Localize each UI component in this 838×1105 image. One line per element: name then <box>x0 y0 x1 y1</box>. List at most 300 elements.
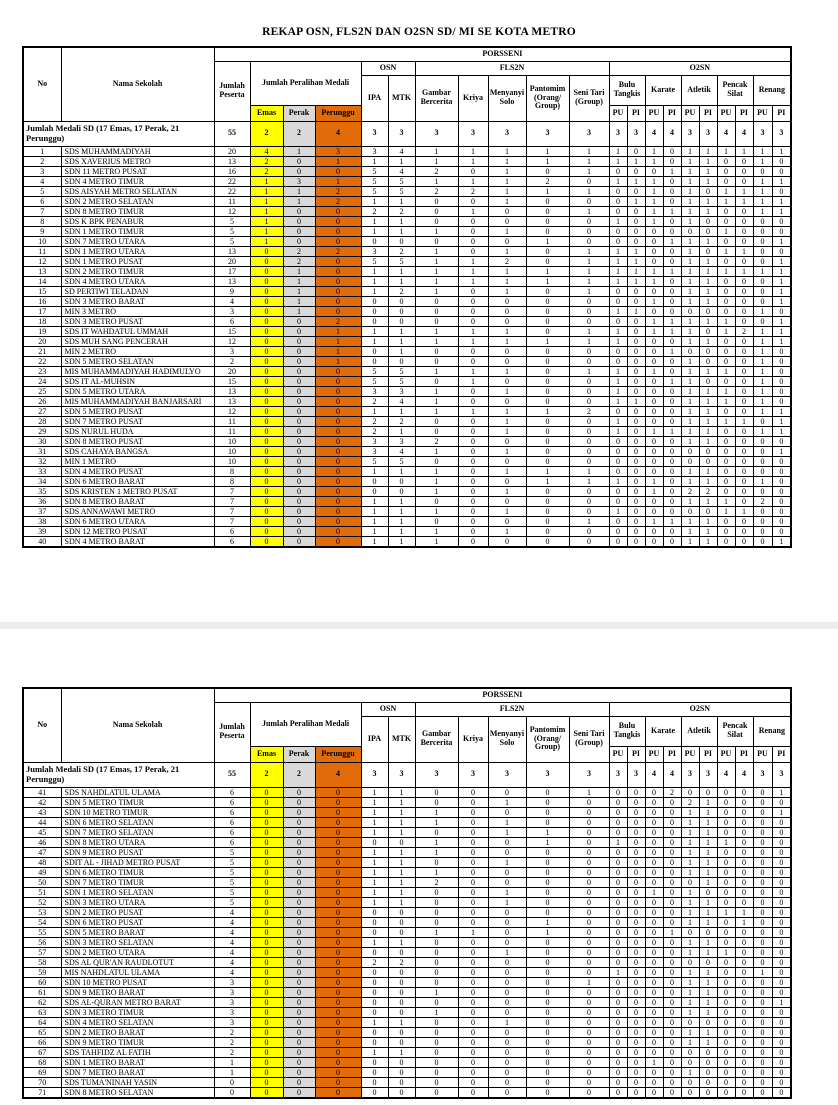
cell-value: 0 <box>699 887 717 897</box>
col-header-fls2n-item: Pantomim (Orang/ Group) <box>526 716 569 762</box>
cell-value: 0 <box>627 1057 645 1067</box>
cell-value: 0 <box>458 897 488 907</box>
cell-value: 1 <box>415 476 458 486</box>
cell-value: 0 <box>315 476 361 486</box>
cell-value: 3 <box>361 386 388 396</box>
cell-row-number: 34 <box>23 476 61 486</box>
cell-value: 1 <box>645 887 663 897</box>
cell-school-name: SDN 8 METRO PUSAT <box>61 436 214 446</box>
col-header-school: Nama Sekolah <box>61 688 214 762</box>
cell-value: 1 <box>609 366 627 376</box>
cell-value: 0 <box>415 787 458 797</box>
cell-value: 0 <box>250 877 283 887</box>
cell-value: 0 <box>315 536 361 547</box>
summary-row <box>23 121 791 146</box>
cell-row-number: 3 <box>23 166 61 176</box>
cell-value: 0 <box>214 1077 250 1087</box>
col-header-fls2n-item: Menyanyi Solo <box>488 716 526 762</box>
cell-value: 0 <box>772 226 791 236</box>
table-row <box>23 797 791 807</box>
table-row <box>23 1007 791 1017</box>
cell-value: 3 <box>214 1017 250 1027</box>
cell-value: 0 <box>627 526 645 536</box>
cell-value: 1 <box>458 256 488 266</box>
cell-value: 0 <box>315 296 361 306</box>
cell-value: 0 <box>609 456 627 466</box>
cell-value: 0 <box>361 1087 388 1098</box>
cell-value: 1 <box>488 506 526 516</box>
cell-value: 0 <box>627 536 645 547</box>
cell-value: 0 <box>415 967 458 977</box>
cell-value: 1 <box>458 156 488 166</box>
cell-value: 0 <box>569 426 609 436</box>
cell-value: 2 <box>735 326 753 336</box>
cell-value: 0 <box>627 877 645 887</box>
cell-value: 0 <box>753 857 772 867</box>
cell-value: 6 <box>214 797 250 807</box>
cell-value: 2 <box>214 1027 250 1037</box>
cell-value: 0 <box>663 436 681 446</box>
cell-value: 0 <box>772 1077 791 1087</box>
cell-value: 0 <box>735 1047 753 1057</box>
cell-value: 0 <box>458 536 488 547</box>
cell-value: 0 <box>569 907 609 917</box>
cell-value: 1 <box>488 146 526 156</box>
cell-value: 1 <box>772 416 791 426</box>
summary-value: 3 <box>415 121 458 146</box>
rekap-table-page-1 <box>22 46 792 548</box>
cell-value: 1 <box>717 246 735 256</box>
cell-value: 0 <box>717 156 735 166</box>
cell-value: 0 <box>283 216 315 226</box>
cell-value: 0 <box>283 316 315 326</box>
cell-value: 0 <box>361 306 388 316</box>
table-row <box>23 506 791 516</box>
cell-value: 4 <box>388 166 415 176</box>
cell-value: 1 <box>681 246 699 256</box>
cell-value: 0 <box>569 807 609 817</box>
summary-value: 3 <box>526 762 569 787</box>
cell-value: 1 <box>717 947 735 957</box>
cell-value: 0 <box>645 456 663 466</box>
cell-value: 0 <box>663 997 681 1007</box>
cell-value: 1 <box>609 426 627 436</box>
cell-value: 5 <box>214 877 250 887</box>
cell-value: 0 <box>772 246 791 256</box>
cell-value: 1 <box>699 987 717 997</box>
col-header-pi: PI <box>627 105 645 121</box>
cell-value: 0 <box>526 957 569 967</box>
cell-value: 0 <box>609 947 627 957</box>
cell-value: 0 <box>415 206 458 216</box>
table-row <box>23 366 791 376</box>
cell-value: 0 <box>569 456 609 466</box>
cell-value: 0 <box>609 166 627 176</box>
cell-value: 0 <box>569 346 609 356</box>
cell-value: 0 <box>681 1077 699 1087</box>
cell-value: 1 <box>699 266 717 276</box>
cell-value: 1 <box>663 516 681 526</box>
cell-value: 0 <box>569 486 609 496</box>
cell-value: 0 <box>526 506 569 516</box>
cell-value: 1 <box>699 156 717 166</box>
cell-value: 0 <box>283 456 315 466</box>
cell-value: 0 <box>458 977 488 987</box>
cell-value: 1 <box>663 266 681 276</box>
cell-value: 0 <box>753 526 772 536</box>
col-header-medals-group: Jumlah Peralihan Medali <box>250 702 361 746</box>
cell-value: 1 <box>699 917 717 927</box>
cell-value: 2 <box>315 246 361 256</box>
cell-value: 0 <box>283 837 315 847</box>
cell-row-number: 70 <box>23 1077 61 1087</box>
cell-value: 0 <box>315 927 361 937</box>
cell-value: 6 <box>214 827 250 837</box>
cell-value: 0 <box>663 416 681 426</box>
cell-value: 0 <box>488 787 526 797</box>
cell-value: 0 <box>315 1047 361 1057</box>
cell-value: 0 <box>735 1037 753 1047</box>
cell-value: 0 <box>627 847 645 857</box>
cell-value: 1 <box>753 406 772 416</box>
cell-value: 1 <box>609 506 627 516</box>
cell-value: 0 <box>250 1027 283 1037</box>
cell-row-number: 58 <box>23 957 61 967</box>
cell-value: 0 <box>250 336 283 346</box>
cell-value: 0 <box>458 797 488 807</box>
cell-value: 0 <box>526 456 569 466</box>
cell-school-name: MIS MUHAMMADIYAH HADIMULYO <box>61 366 214 376</box>
cell-value: 1 <box>609 146 627 156</box>
cell-value: 0 <box>645 236 663 246</box>
cell-value: 0 <box>681 1047 699 1057</box>
table-row <box>23 847 791 857</box>
cell-value: 2 <box>753 496 772 506</box>
cell-row-number: 20 <box>23 336 61 346</box>
cell-value: 0 <box>458 426 488 436</box>
cell-value: 0 <box>458 887 488 897</box>
cell-value: 0 <box>315 266 361 276</box>
col-header-pu: PU <box>609 746 627 762</box>
cell-value: 0 <box>609 987 627 997</box>
cell-value: 0 <box>526 516 569 526</box>
table-row <box>23 536 791 547</box>
cell-value: 0 <box>663 827 681 837</box>
cell-value: 1 <box>699 877 717 887</box>
cell-value: 1 <box>458 366 488 376</box>
cell-value: 0 <box>717 406 735 416</box>
cell-value: 1 <box>458 266 488 276</box>
cell-value: 13 <box>214 396 250 406</box>
cell-value: 0 <box>458 226 488 236</box>
cell-value: 10 <box>214 446 250 456</box>
col-header-fls2n-item: Pantomim (Orang/ Group) <box>526 75 569 121</box>
cell-value: 0 <box>663 356 681 366</box>
cell-value: 17 <box>214 266 250 276</box>
cell-value: 0 <box>663 406 681 416</box>
cell-value: 0 <box>699 306 717 316</box>
cell-value: 0 <box>627 907 645 917</box>
cell-value: 0 <box>569 316 609 326</box>
cell-value: 0 <box>717 216 735 226</box>
cell-value: 0 <box>735 356 753 366</box>
cell-value: 0 <box>283 967 315 977</box>
cell-value: 1 <box>569 276 609 286</box>
cell-value: 0 <box>753 1017 772 1027</box>
cell-value: 5 <box>388 256 415 266</box>
cell-value: 1 <box>488 276 526 286</box>
col-header-osn: OSN <box>361 702 415 716</box>
cell-school-name: SDN 6 METRO TIMUR <box>61 867 214 877</box>
cell-value: 1 <box>772 336 791 346</box>
table-row <box>23 146 791 156</box>
cell-value: 0 <box>315 937 361 947</box>
cell-value: 1 <box>699 977 717 987</box>
cell-value: 1 <box>488 526 526 536</box>
cell-value: 0 <box>526 1027 569 1037</box>
cell-value: 0 <box>415 1027 458 1037</box>
cell-school-name: SDN 1 METRO TIMUR <box>61 226 214 236</box>
cell-value: 1 <box>699 386 717 396</box>
cell-value: 2 <box>388 246 415 256</box>
cell-value: 1 <box>609 336 627 346</box>
cell-value: 0 <box>699 787 717 797</box>
cell-value: 0 <box>663 466 681 476</box>
cell-value: 5 <box>214 226 250 236</box>
cell-value: 1 <box>681 426 699 436</box>
cell-value: 0 <box>772 156 791 166</box>
cell-value: 0 <box>627 887 645 897</box>
cell-value: 0 <box>663 1057 681 1067</box>
cell-value: 0 <box>526 216 569 226</box>
cell-value: 0 <box>753 506 772 516</box>
cell-value: 0 <box>735 967 753 977</box>
cell-value: 0 <box>526 396 569 406</box>
cell-value: 0 <box>663 186 681 196</box>
cell-row-number: 54 <box>23 917 61 927</box>
cell-value: 1 <box>526 466 569 476</box>
cell-value: 0 <box>569 927 609 937</box>
cell-value: 0 <box>663 446 681 456</box>
col-header-school: Nama Sekolah <box>61 47 214 121</box>
col-header-fls2n: FLS2N <box>415 702 609 716</box>
cell-value: 0 <box>645 356 663 366</box>
col-header-pi: PI <box>735 105 753 121</box>
cell-value: 1 <box>488 1017 526 1027</box>
cell-value: 0 <box>388 306 415 316</box>
cell-value: 0 <box>717 857 735 867</box>
cell-value: 0 <box>753 416 772 426</box>
cell-row-number: 40 <box>23 536 61 547</box>
cell-value: 1 <box>627 306 645 316</box>
cell-value: 2 <box>283 256 315 266</box>
cell-value: 0 <box>250 797 283 807</box>
cell-value: 0 <box>250 296 283 306</box>
cell-value: 1 <box>735 917 753 927</box>
cell-value: 3 <box>214 987 250 997</box>
cell-value: 1 <box>753 967 772 977</box>
cell-value: 5 <box>214 867 250 877</box>
cell-school-name: SDN 5 METRO SELATAN <box>61 356 214 366</box>
cell-value: 0 <box>526 226 569 236</box>
cell-value: 0 <box>388 997 415 1007</box>
cell-value: 2 <box>283 246 315 256</box>
cell-value: 0 <box>627 1087 645 1098</box>
cell-value: 0 <box>645 997 663 1007</box>
cell-value: 1 <box>526 917 569 927</box>
cell-row-number: 49 <box>23 867 61 877</box>
cell-value: 0 <box>458 827 488 837</box>
cell-value: 0 <box>663 867 681 877</box>
cell-value: 1 <box>681 837 699 847</box>
cell-value: 0 <box>315 917 361 927</box>
cell-row-number: 39 <box>23 526 61 536</box>
cell-value: 2 <box>415 436 458 446</box>
cell-value: 1 <box>681 266 699 276</box>
cell-value: 0 <box>315 416 361 426</box>
table-row <box>23 837 791 847</box>
cell-value: 0 <box>315 987 361 997</box>
cell-value: 0 <box>488 917 526 927</box>
cell-value: 0 <box>609 526 627 536</box>
col-header-osn: OSN <box>361 61 415 75</box>
cell-value: 0 <box>753 436 772 446</box>
cell-value: 0 <box>753 486 772 496</box>
cell-value: 1 <box>388 516 415 526</box>
cell-value: 0 <box>663 1007 681 1017</box>
cell-value: 0 <box>627 146 645 156</box>
cell-value: 0 <box>458 196 488 206</box>
cell-value: 0 <box>488 1047 526 1057</box>
cell-value: 5 <box>361 376 388 386</box>
cell-value: 0 <box>458 526 488 536</box>
cell-value: 0 <box>772 376 791 386</box>
cell-value: 0 <box>526 306 569 316</box>
cell-value: 1 <box>681 156 699 166</box>
cell-value: 0 <box>283 356 315 366</box>
cell-value: 0 <box>250 1037 283 1047</box>
table-body <box>23 762 791 1098</box>
cell-value: 0 <box>663 1087 681 1098</box>
cell-value: 0 <box>627 216 645 226</box>
col-header-fls2n-item: Gambar Bercerita <box>415 716 458 762</box>
summary-value: 3 <box>361 762 388 787</box>
summary-value: 55 <box>214 762 250 787</box>
cell-value: 1 <box>681 857 699 867</box>
cell-value: 0 <box>283 857 315 867</box>
cell-value: 1 <box>388 266 415 276</box>
cell-value: 0 <box>315 166 361 176</box>
cell-value: 0 <box>569 1027 609 1037</box>
cell-value: 0 <box>315 396 361 406</box>
cell-value: 0 <box>388 1007 415 1017</box>
cell-value: 0 <box>315 1027 361 1037</box>
summary-value: 4 <box>717 121 735 146</box>
cell-value: 0 <box>569 797 609 807</box>
cell-value: 1 <box>753 196 772 206</box>
cell-value: 1 <box>458 206 488 216</box>
cell-value: 2 <box>415 877 458 887</box>
cell-value: 0 <box>645 787 663 797</box>
cell-value: 0 <box>645 166 663 176</box>
cell-value: 0 <box>415 1017 458 1027</box>
cell-value: 0 <box>458 787 488 797</box>
cell-value: 0 <box>569 1047 609 1057</box>
summary-value: 4 <box>315 762 361 787</box>
cell-value: 1 <box>415 396 458 406</box>
cell-value: 0 <box>458 1027 488 1037</box>
cell-value: 1 <box>717 266 735 276</box>
col-header-pi: PI <box>663 105 681 121</box>
table-row <box>23 396 791 406</box>
cell-value: 0 <box>735 817 753 827</box>
cell-value: 1 <box>214 1057 250 1067</box>
cell-value: 0 <box>663 156 681 166</box>
cell-value: 0 <box>735 296 753 306</box>
cell-value: 0 <box>753 947 772 957</box>
cell-value: 1 <box>415 1007 458 1017</box>
cell-value: 1 <box>415 446 458 456</box>
cell-school-name: SDN 3 METRO BARAT <box>61 296 214 306</box>
cell-value: 0 <box>772 466 791 476</box>
cell-value: 0 <box>717 807 735 817</box>
cell-value: 0 <box>458 516 488 526</box>
cell-row-number: 51 <box>23 887 61 897</box>
cell-value: 0 <box>717 1087 735 1098</box>
cell-value: 1 <box>415 266 458 276</box>
cell-value: 0 <box>415 907 458 917</box>
cell-value: 0 <box>569 837 609 847</box>
cell-value: 0 <box>772 857 791 867</box>
table-header <box>23 47 791 121</box>
cell-value: 0 <box>753 276 772 286</box>
cell-value: 1 <box>415 466 458 476</box>
cell-value: 0 <box>627 937 645 947</box>
cell-value: 0 <box>526 206 569 216</box>
summary-value: 3 <box>388 121 415 146</box>
cell-value: 0 <box>627 316 645 326</box>
cell-value: 0 <box>772 1057 791 1067</box>
cell-value: 0 <box>609 466 627 476</box>
cell-value: 0 <box>569 1067 609 1077</box>
cell-value: 0 <box>526 386 569 396</box>
cell-value: 3 <box>361 146 388 156</box>
table-row <box>23 306 791 316</box>
cell-value: 1 <box>772 236 791 246</box>
cell-value: 0 <box>361 947 388 957</box>
cell-value: 0 <box>627 977 645 987</box>
col-header-fls2n-item: Menyanyi Solo <box>488 75 526 121</box>
cell-value: 1 <box>361 276 388 286</box>
cell-value: 1 <box>699 526 717 536</box>
cell-value: 0 <box>717 446 735 456</box>
cell-value: 1 <box>699 827 717 837</box>
cell-value: 0 <box>627 436 645 446</box>
cell-value: 1 <box>735 506 753 516</box>
cell-value: 0 <box>663 937 681 947</box>
cell-value: 1 <box>681 967 699 977</box>
cell-value: 0 <box>569 937 609 947</box>
cell-value: 1 <box>753 146 772 156</box>
cell-school-name: SDN 8 METRO UTARA <box>61 837 214 847</box>
cell-value: 0 <box>488 296 526 306</box>
cell-row-number: 30 <box>23 436 61 446</box>
cell-value: 0 <box>250 356 283 366</box>
cell-value: 1 <box>569 206 609 216</box>
cell-value: 0 <box>569 536 609 547</box>
cell-value: 0 <box>609 196 627 206</box>
cell-value: 1 <box>415 847 458 857</box>
